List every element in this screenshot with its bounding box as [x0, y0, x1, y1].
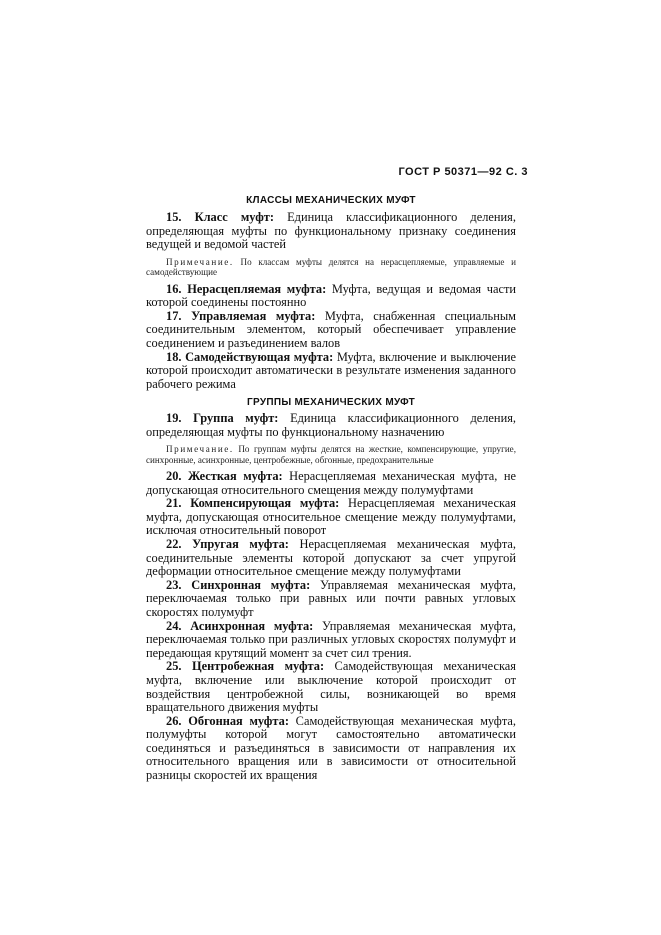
- entry-19: [146, 412, 516, 439]
- section-groups: [146, 412, 516, 783]
- entry-16: [146, 283, 516, 310]
- entry-term: Асинхронная муфта:: [190, 618, 314, 633]
- entry-number: 15.: [166, 210, 182, 224]
- entry-definition: Нерасцепляемая механическая муфта, допускающая относительное смещение между полумуфтами, исключая относительный поворот: [146, 496, 516, 538]
- entry-definition: Единица классификационного деления, определяющая муфты по функциональному признаку соединения ведущей и ведомой частей: [146, 210, 516, 252]
- entry-term: Класс муфт:: [194, 210, 274, 224]
- entry-term: Упругая муфта:: [192, 536, 289, 551]
- entry-definition: Самодействующая механическая муфта, включение или выключение которой происходит от воздействия центробежной силы, возникающей во время вращательного движения муфты: [146, 659, 516, 715]
- entry-number: 23.: [166, 577, 182, 592]
- entry-number: 22.: [166, 536, 182, 551]
- entry-term: Центробежная муфта:: [191, 659, 325, 674]
- note-text: По классам муфты делятся на нерасцепляемые, управляемые и самодействующие: [146, 256, 516, 278]
- entry-26: [146, 715, 516, 783]
- entry-term: Жесткая муфта:: [188, 469, 283, 483]
- entry-definition: Нерасцепляемая механическая муфта, не допускающая относительного смещения между полумуфтами: [146, 469, 516, 497]
- note-classes: [146, 257, 516, 278]
- section-title-classes: КЛАССЫ МЕХАНИЧЕСКИХ МУФТ: [246, 195, 416, 206]
- entry-definition: Управляемая механическая муфта, переключаемая только при равных или почти равных угловых скоростях полумуфт: [146, 577, 516, 619]
- entry-number: 16.: [166, 281, 182, 296]
- entry-number: 17.: [166, 308, 182, 323]
- note-label: Примечание.: [166, 444, 234, 455]
- entry-23: [146, 579, 516, 620]
- entry-22: [146, 538, 516, 579]
- entry-17: [146, 310, 516, 351]
- entry-definition: Управляемая механическая муфта, переключаемая только при различных угловых скоростях полумуфт и передающая крутящий момент за счет сил трения.: [146, 618, 516, 660]
- running-head: ГОСТ Р 50371—92 С. 3: [398, 166, 528, 178]
- entry-term: Самодействующая муфта:: [185, 349, 334, 364]
- entry-definition: Муфта, ведущая и ведомая части которой соединены постоянно: [146, 281, 516, 310]
- entry-number: 19.: [166, 411, 182, 425]
- entry-number: 21.: [166, 496, 182, 511]
- entry-number: 26.: [166, 713, 182, 728]
- entry-number: 20.: [166, 469, 182, 483]
- entry-term: Группа муфт:: [193, 411, 279, 425]
- entry-number: 18.: [166, 349, 182, 364]
- entry-term: Компенсирующая муфта:: [190, 496, 340, 511]
- section-title-groups: ГРУППЫ МЕХАНИЧЕСКИХ МУФТ: [247, 397, 415, 408]
- entry-term: Управляемая муфта:: [191, 308, 316, 323]
- entry-18: [146, 351, 516, 392]
- note-label: Примечание.: [166, 256, 234, 267]
- entry-term: Нерасцепляемая муфта:: [187, 281, 327, 296]
- entry-15: [146, 211, 516, 252]
- entry-definition: Самодействующая механическая муфта, полумуфты которой могут самостоятельно автоматически соединяться и разъединяться в зависимости от направления их относительного вращения или в зависимости от относительной разницы скоростей их вращения: [146, 713, 516, 783]
- entry-definition: Муфта, включение и выключение которой происходит автоматически в результате изменения заданного рабочего режима: [146, 349, 517, 391]
- entry-24: [146, 620, 516, 661]
- note-text: По группам муфты делятся на жесткие, компенсирующие, упругие, синхронные, асинхронные, центробежные, обгонные, предохранительные: [146, 444, 516, 465]
- note-groups: [146, 444, 516, 465]
- entry-definition: Муфта, снабженная специальным соединительным элементом, который обеспечивает управление соединением и разъединением валов: [146, 308, 516, 350]
- entry-term: Синхронная муфта:: [191, 577, 311, 592]
- entry-number: 25.: [166, 659, 182, 674]
- entry-25: [146, 660, 516, 714]
- entry-definition: Единица классификационного деления, определяющая муфты по функциональному назначению: [146, 411, 516, 439]
- section-classes: [146, 211, 516, 391]
- entry-21: [146, 497, 516, 538]
- entry-20: [146, 470, 516, 497]
- entry-definition: Нерасцепляемая механическая муфта, соединительные элементы которой допускают за счет упругой деформации относительное смещение между полумуфтами: [146, 536, 516, 579]
- entry-term: Обгонная муфта:: [188, 713, 289, 728]
- entry-number: 24.: [166, 618, 182, 633]
